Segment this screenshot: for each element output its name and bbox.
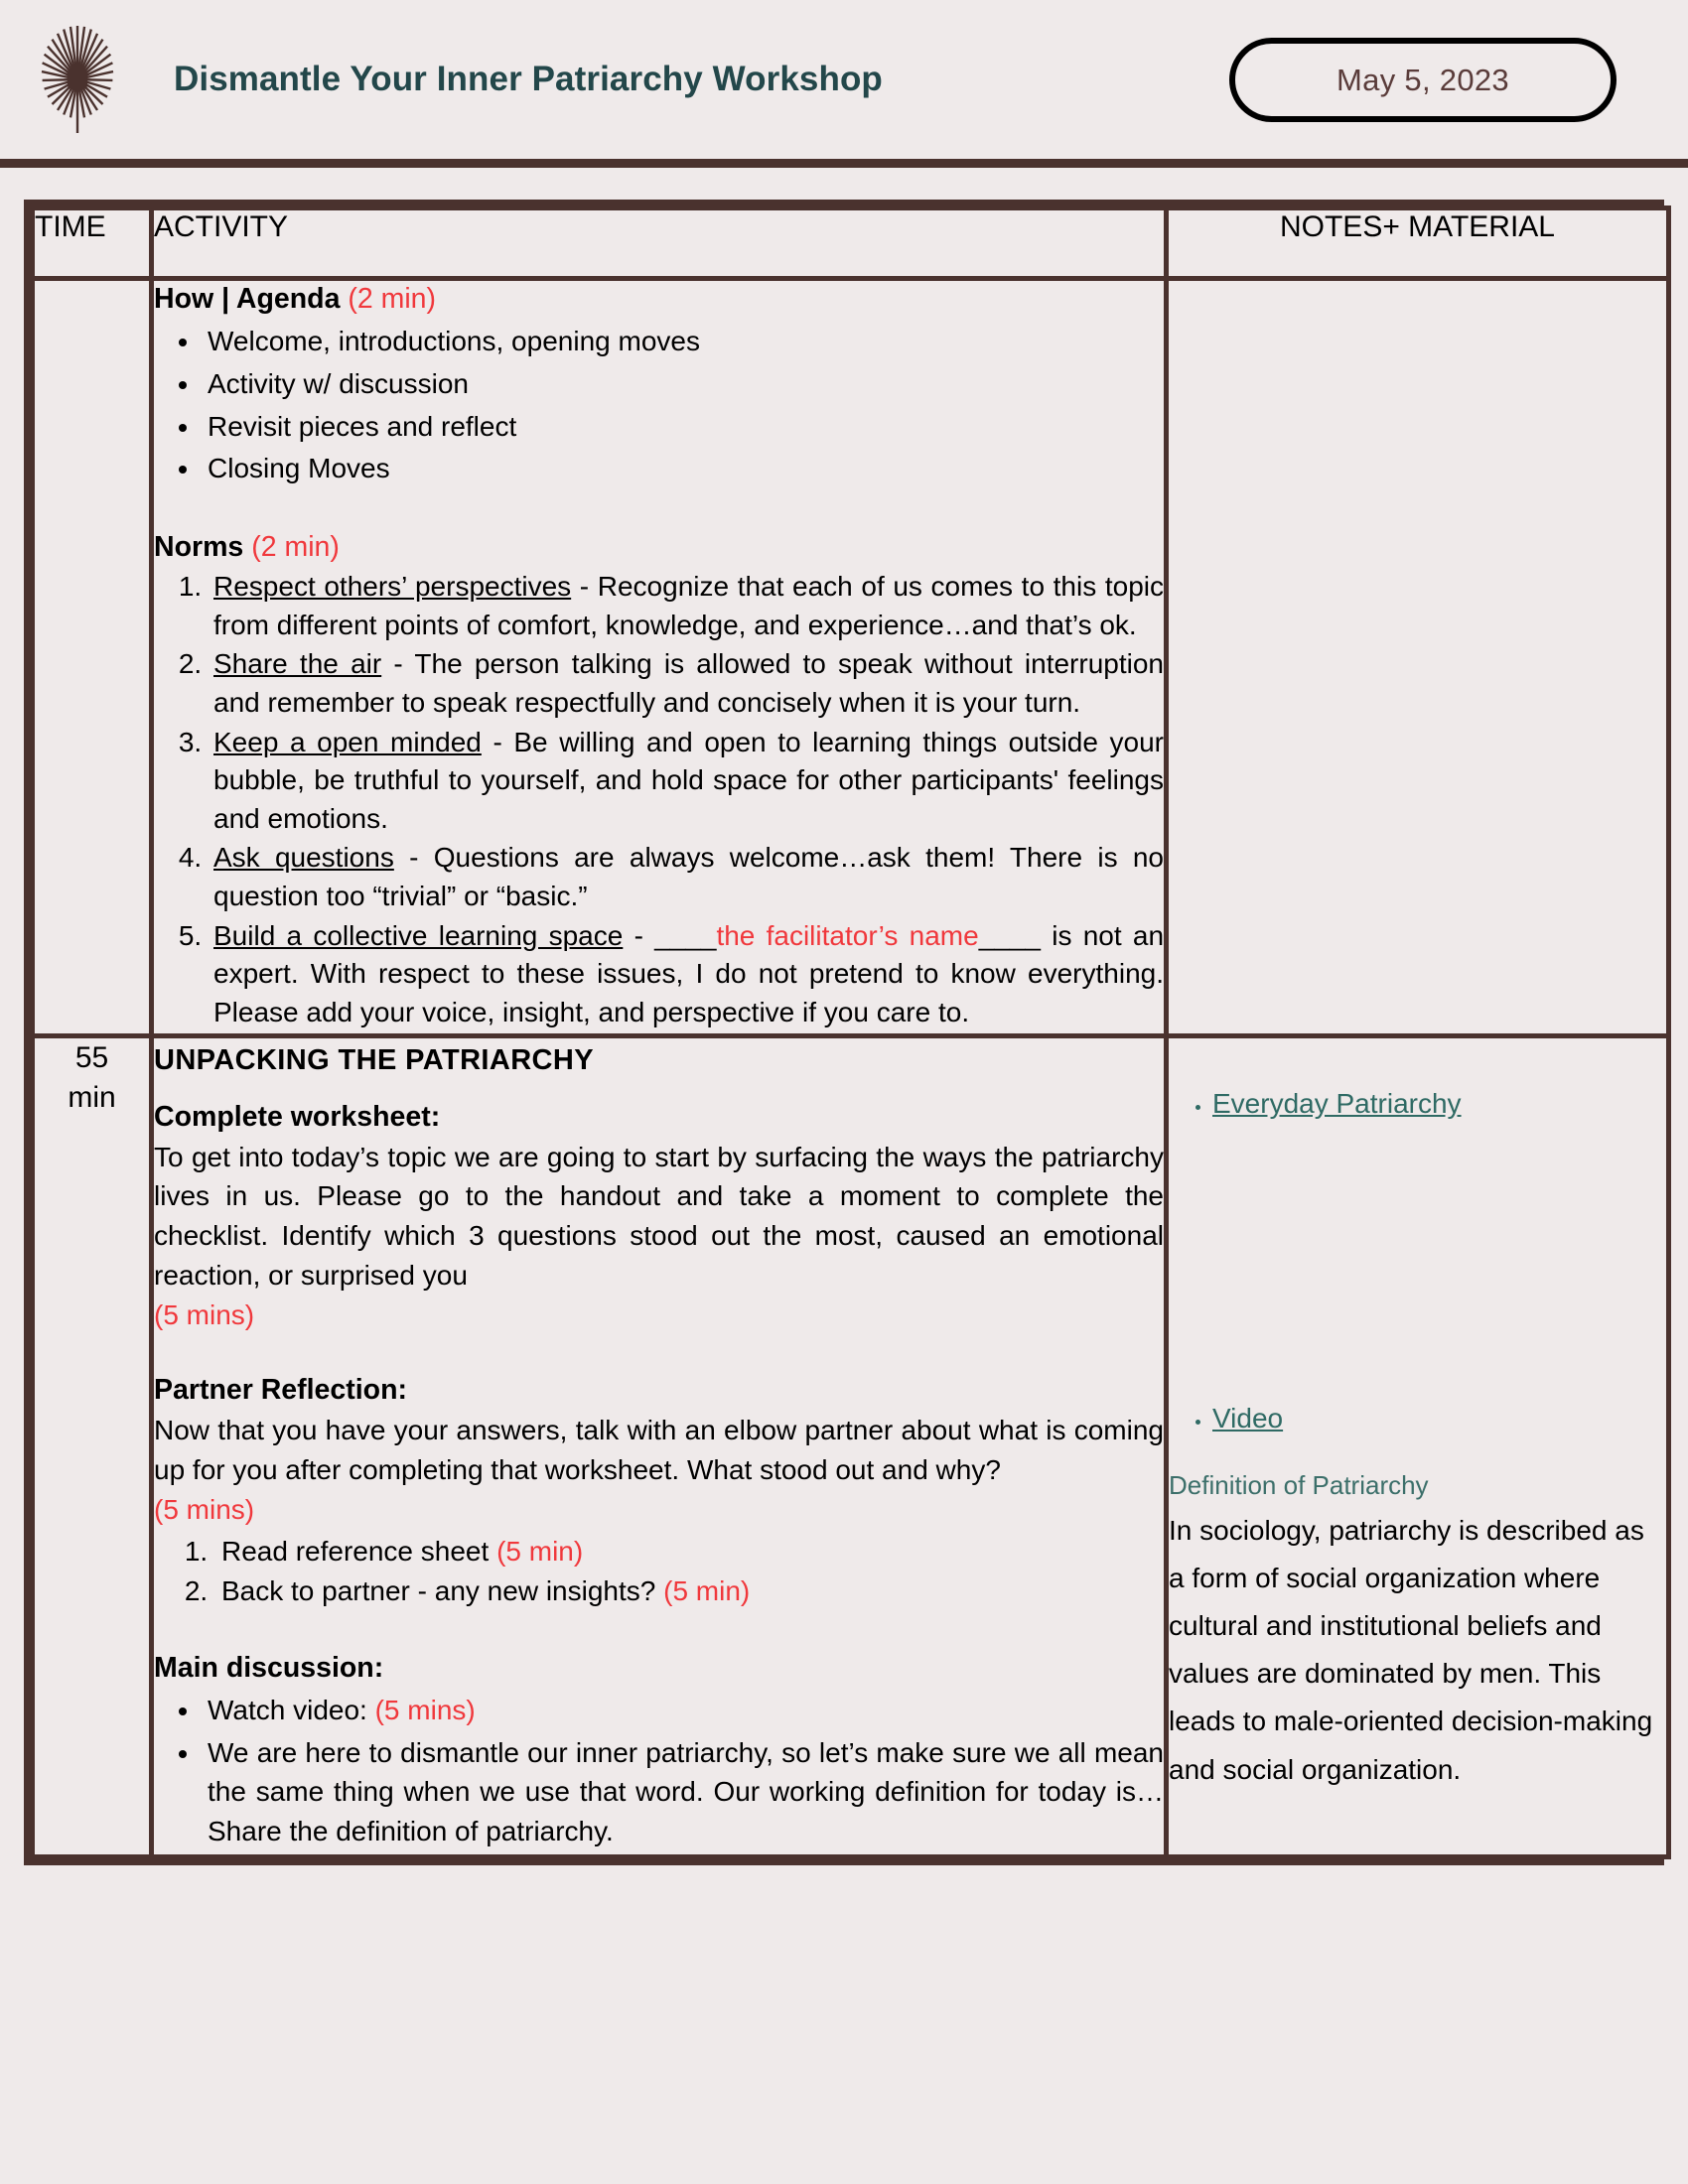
header-divider — [0, 159, 1688, 168]
norm-term: Respect others’ perspectives — [213, 571, 572, 603]
norm-term: Build a collective learning space — [213, 919, 624, 951]
spacer — [1169, 1123, 1666, 1399]
norm-text: - Questions are always welcome…ask them! There is no question too “trivial” or “basic.” — [213, 842, 1165, 912]
list-item — [210, 645, 1164, 722]
link-everyday-patriarchy[interactable]: Everyday Patriarchy — [1212, 1087, 1462, 1119]
norms-duration: (2 min) — [251, 531, 340, 564]
list-item — [210, 917, 1164, 1032]
spacer — [1169, 1038, 1666, 1084]
row-1-activity-cell — [152, 279, 1167, 1036]
norm-term: Share the air — [213, 648, 382, 680]
facilitator-name-placeholder: the facilitator’s name — [716, 919, 979, 951]
row-1-notes-cell — [1167, 279, 1669, 1036]
step-duration: (5 min) — [663, 1575, 751, 1607]
table-header-row — [33, 208, 1669, 279]
worksheet-heading: Complete worksheet: — [154, 1100, 441, 1133]
norms-heading-label: Norms — [154, 531, 244, 564]
worksheet-body: To get into today’s topic we are going to start by surfacing the ways the patriarchy lives in us. Please go to the handout and take a moment to complete the checklist. Identify which 3 questions stood out the most, caused an emotional reaction, or surprised you — [154, 1141, 1164, 1291]
norm-text: - The person talking is allowed to speak without interruption and remember to speak respectfully and concisely when it is your turn. — [213, 648, 1164, 718]
bullet-text: We are here to dismantle our inner patriarchy, so let’s make sure we all mean the same thing when we use that word. Our working definition for today is…Share the definition of patriarchy. — [208, 1736, 1164, 1847]
date-badge-label: May 5, 2023 — [1336, 62, 1509, 97]
norm-text: - Be willing and open to learning things outside your bubble, be truthful to yourself, and hold space for other participants' feelings and emotions. — [213, 726, 1164, 834]
spacer — [154, 1334, 1164, 1372]
agenda-heading — [154, 281, 1164, 318]
row-2-notes-cell — [1167, 1035, 1669, 1856]
norms-heading — [154, 529, 1164, 566]
bullet-duration: (5 mins) — [374, 1694, 476, 1725]
section-title: UNPACKING THE PATRIARCHY — [154, 1043, 594, 1076]
list-item: • Revisit pieces and reflect — [202, 407, 1164, 447]
agenda-bullet-list — [154, 322, 1164, 488]
notes-link-list-1 — [1169, 1084, 1666, 1123]
norm-text: - Recognize that each of us comes to this topic from different points of comfort, knowledge, and experience…and that’s ok. — [213, 571, 1164, 640]
spacer — [154, 1612, 1164, 1650]
page-title: Dismantle Your Inner Patriarchy Workshop — [174, 60, 883, 98]
column-header-notes: NOTES+ MATERIAL — [1167, 208, 1669, 279]
date-badge — [1229, 38, 1617, 122]
norm-term: Ask questions — [213, 842, 394, 874]
worksheet-duration: (5 mins) — [154, 1298, 255, 1330]
agenda-duration: (2 min) — [348, 283, 437, 315]
notes-link-list-2 — [1169, 1399, 1666, 1437]
step-text: Read reference sheet — [221, 1535, 497, 1567]
list-item — [215, 1532, 1164, 1572]
table-row — [33, 1035, 1669, 1856]
norm-text-before: - ____ — [623, 919, 717, 951]
row-2-activity-cell — [152, 1035, 1167, 1856]
list-item: • Welcome, introductions, opening moves — [202, 322, 1164, 361]
step-duration: (5 min) — [496, 1535, 584, 1567]
column-header-activity: ACTIVITY — [152, 208, 1167, 279]
list-item — [210, 568, 1164, 644]
row-2-time-cell — [33, 1035, 152, 1856]
bullet-text: Watch video: — [208, 1694, 375, 1725]
list-item — [210, 839, 1164, 915]
definition-body: In sociology, patriarchy is described as a form of social organization where cultural and institutional beliefs and values are dominated by men. This leads to male-oriented decision-making and social organization. — [1169, 1514, 1653, 1785]
list-item — [1212, 1084, 1666, 1123]
column-header-time: TIME — [33, 208, 152, 279]
list-item: • Activity w/ discussion — [202, 364, 1164, 404]
list-item — [202, 1691, 1164, 1730]
agenda-table — [30, 205, 1671, 1859]
list-item — [1212, 1399, 1666, 1437]
list-item: • Closing Moves — [202, 449, 1164, 488]
agenda-heading-label: How | Agenda — [154, 283, 341, 315]
norm-text-after: ____ is not an expert. With respect to these issues, I do not pretend to know everything. Please add your voice, insight, and perspective if you care to. — [213, 919, 1165, 1027]
sunburst-logo — [26, 22, 129, 137]
row-2-time-number: 55 — [74, 1040, 109, 1074]
partner-step-list — [154, 1532, 1164, 1612]
row-1-time-cell — [33, 279, 152, 1036]
definition-heading: Definition of Patriarchy — [1169, 1469, 1429, 1500]
spacer — [154, 491, 1164, 529]
link-video[interactable]: Video — [1212, 1402, 1284, 1433]
table-row — [33, 279, 1669, 1036]
agenda-table-wrapper — [24, 200, 1664, 1865]
list-item — [215, 1571, 1164, 1612]
row-2-time-unit: min — [68, 1081, 116, 1115]
page-header — [0, 0, 1688, 159]
spacer — [154, 1077, 1164, 1099]
norms-list — [154, 568, 1164, 1032]
partner-heading: Partner Reflection: — [154, 1374, 407, 1407]
list-item — [210, 724, 1164, 839]
norm-term: Keep a open minded — [213, 726, 482, 757]
list-item — [202, 1733, 1164, 1851]
partner-duration: (5 mins) — [154, 1493, 255, 1525]
step-text: Back to partner - any new insights? — [221, 1575, 664, 1607]
discussion-bullet-list — [154, 1691, 1164, 1851]
discussion-heading: Main discussion: — [154, 1651, 384, 1684]
partner-body: Now that you have your answers, talk with an elbow partner about what is coming up for you after completing that worksheet. What stood out and why? — [154, 1415, 1164, 1486]
